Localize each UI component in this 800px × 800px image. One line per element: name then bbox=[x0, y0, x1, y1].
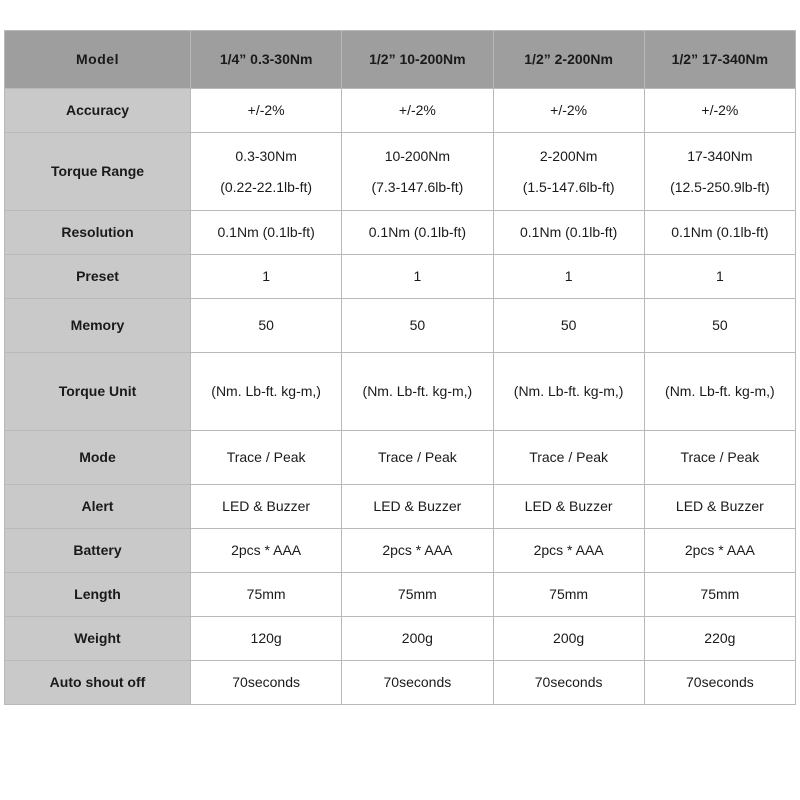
row-header: Memory bbox=[5, 299, 191, 353]
table-cell: Trace / Peak bbox=[191, 431, 342, 485]
table-cell: 75mm bbox=[342, 573, 493, 617]
table-cell: 70seconds bbox=[493, 661, 644, 705]
table-cell: 70seconds bbox=[644, 661, 795, 705]
table-cell: 1 bbox=[191, 255, 342, 299]
table-row bbox=[5, 529, 796, 573]
table-cell: 2pcs * AAA bbox=[493, 529, 644, 573]
cell-line-secondary: (0.22-22.1lb-ft) bbox=[220, 178, 313, 195]
column-header-3: 1/2” 2-200Nm bbox=[493, 31, 644, 89]
table-cell bbox=[191, 133, 342, 211]
table-cell: (Nm. Lb-ft. kg-m,) bbox=[342, 353, 493, 431]
table-cell bbox=[644, 133, 795, 211]
row-header: Weight bbox=[5, 617, 191, 661]
table-cell: 70seconds bbox=[342, 661, 493, 705]
table-cell: 75mm bbox=[644, 573, 795, 617]
table-cell: 2pcs * AAA bbox=[644, 529, 795, 573]
column-header-4: 1/2” 17-340Nm bbox=[644, 31, 795, 89]
table-cell: 50 bbox=[493, 299, 644, 353]
table-cell: +/-2% bbox=[644, 89, 795, 133]
table-row bbox=[5, 255, 796, 299]
table-cell: Trace / Peak bbox=[644, 431, 795, 485]
row-header: Mode bbox=[5, 431, 191, 485]
table-cell: 1 bbox=[644, 255, 795, 299]
table-row bbox=[5, 485, 796, 529]
table-cell: 0.1Nm (0.1lb-ft) bbox=[342, 211, 493, 255]
table-row bbox=[5, 353, 796, 431]
table-cell: 0.1Nm (0.1lb-ft) bbox=[191, 211, 342, 255]
row-header: Torque Unit bbox=[5, 353, 191, 431]
table-cell: 2pcs * AAA bbox=[191, 529, 342, 573]
row-header: Alert bbox=[5, 485, 191, 529]
table-corner-model-header: Model bbox=[5, 31, 191, 89]
row-header: Torque Range bbox=[5, 133, 191, 211]
specification-table bbox=[4, 30, 796, 705]
table-cell: 50 bbox=[644, 299, 795, 353]
cell-line-secondary: (7.3-147.6lb-ft) bbox=[371, 178, 464, 195]
table-cell: 50 bbox=[342, 299, 493, 353]
table-cell bbox=[342, 133, 493, 211]
table-cell: 1 bbox=[342, 255, 493, 299]
table-cell: 75mm bbox=[493, 573, 644, 617]
row-header: Auto shout off bbox=[5, 661, 191, 705]
table-cell: 1 bbox=[493, 255, 644, 299]
row-header: Resolution bbox=[5, 211, 191, 255]
table-cell: 50 bbox=[191, 299, 342, 353]
table-cell: LED & Buzzer bbox=[191, 485, 342, 529]
row-header: Length bbox=[5, 573, 191, 617]
table-cell: LED & Buzzer bbox=[644, 485, 795, 529]
table-cell: +/-2% bbox=[493, 89, 644, 133]
table-cell: 120g bbox=[191, 617, 342, 661]
table-cell: Trace / Peak bbox=[493, 431, 644, 485]
table-row bbox=[5, 617, 796, 661]
table-cell: 200g bbox=[342, 617, 493, 661]
column-header-2: 1/2” 10-200Nm bbox=[342, 31, 493, 89]
table-cell: (Nm. Lb-ft. kg-m,) bbox=[191, 353, 342, 431]
table-row bbox=[5, 89, 796, 133]
cell-line-secondary: (1.5-147.6lb-ft) bbox=[522, 178, 615, 195]
table-cell: 220g bbox=[644, 617, 795, 661]
table-body bbox=[5, 89, 796, 705]
table-cell: 2pcs * AAA bbox=[342, 529, 493, 573]
table-row bbox=[5, 133, 796, 211]
table-header bbox=[5, 31, 796, 89]
table-cell bbox=[493, 133, 644, 211]
table-cell: +/-2% bbox=[191, 89, 342, 133]
cell-line-primary: 17-340Nm bbox=[687, 147, 753, 164]
table-cell: Trace / Peak bbox=[342, 431, 493, 485]
cell-line-primary: 0.3-30Nm bbox=[235, 147, 297, 164]
table-cell: 0.1Nm (0.1lb-ft) bbox=[493, 211, 644, 255]
table-cell: 75mm bbox=[191, 573, 342, 617]
table-cell: 200g bbox=[493, 617, 644, 661]
table-cell: LED & Buzzer bbox=[493, 485, 644, 529]
cell-line-primary: 2-200Nm bbox=[539, 147, 598, 164]
table-cell: 0.1Nm (0.1lb-ft) bbox=[644, 211, 795, 255]
table-cell: +/-2% bbox=[342, 89, 493, 133]
row-header: Accuracy bbox=[5, 89, 191, 133]
cell-line-primary: 10-200Nm bbox=[384, 147, 451, 164]
table-row bbox=[5, 431, 796, 485]
table-cell: (Nm. Lb-ft. kg-m,) bbox=[644, 353, 795, 431]
row-header: Battery bbox=[5, 529, 191, 573]
table-cell: (Nm. Lb-ft. kg-m,) bbox=[493, 353, 644, 431]
table-cell: LED & Buzzer bbox=[342, 485, 493, 529]
column-header-1: 1/4” 0.3-30Nm bbox=[191, 31, 342, 89]
table-row bbox=[5, 661, 796, 705]
table-row bbox=[5, 573, 796, 617]
table-row bbox=[5, 299, 796, 353]
table-row bbox=[5, 211, 796, 255]
table-header-row bbox=[5, 31, 796, 89]
row-header: Preset bbox=[5, 255, 191, 299]
table-cell: 70seconds bbox=[191, 661, 342, 705]
cell-line-secondary: (12.5-250.9lb-ft) bbox=[670, 178, 770, 195]
